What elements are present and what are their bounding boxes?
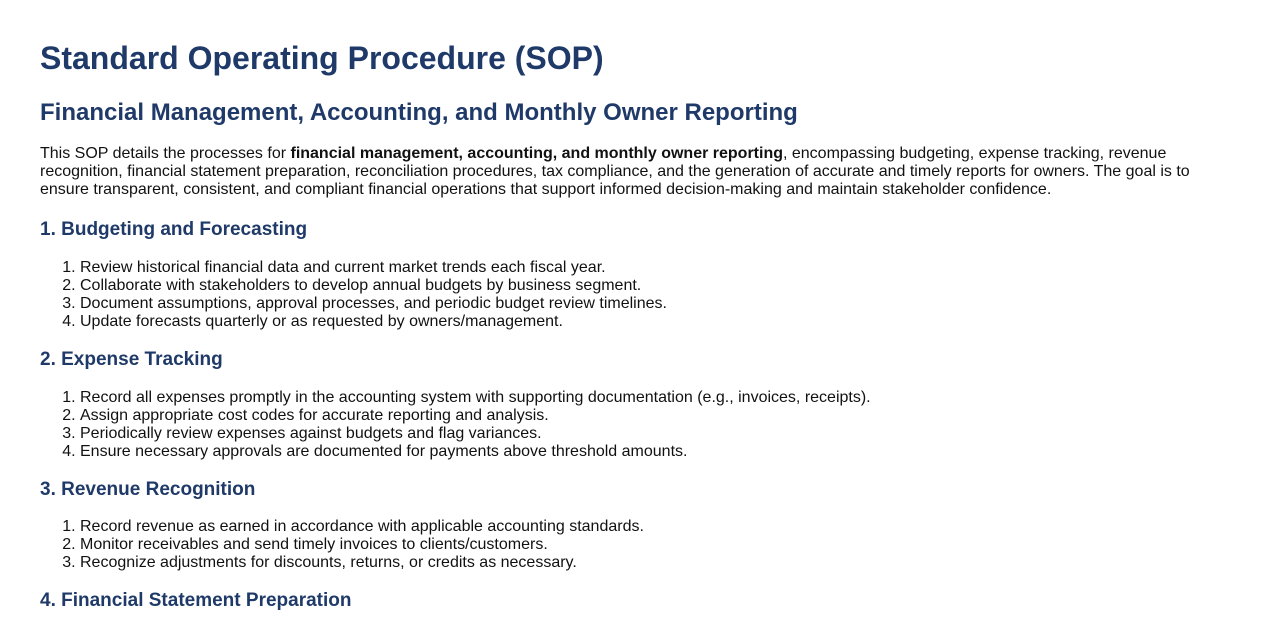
list-item: 3. Recognize adjustments for discounts, returns, or credits as necessary. <box>80 554 1223 572</box>
list-item: 4. Ensure necessary approvals are documented for payments above threshold amounts. <box>80 443 1223 461</box>
section-steps-expense-tracking <box>40 372 1223 461</box>
list-item: 2. Assign appropriate cost codes for accurate reporting and analysis. <box>80 407 1223 425</box>
list-item: 3. Periodically review expenses against budgets and flag variances. <box>80 425 1223 443</box>
intro-paragraph <box>40 128 1223 199</box>
section-heading-expense-tracking: 2. Expense Tracking <box>40 349 223 370</box>
list-item: 4. Update forecasts quarterly or as requested by owners/management. <box>80 313 1223 331</box>
section-heading-revenue-recognition: 3. Revenue Recognition <box>40 479 256 500</box>
list-item: 3. Document assumptions, approval processes, and periodic budget review timelines. <box>80 295 1223 313</box>
intro-text-bold: financial management, accounting, and monthly owner reporting <box>290 145 783 162</box>
page-title: Standard Operating Procedure (SOP) <box>40 40 604 76</box>
list-item: 2. Monitor receivables and send timely invoices to clients/customers. <box>80 536 1223 554</box>
section-heading-financial-statement-preparation: 4. Financial Statement Preparation <box>40 590 352 611</box>
section-steps-budgeting <box>40 242 1223 331</box>
page-subtitle: Financial Management, Accounting, and Monthly Owner Reporting <box>40 99 798 126</box>
section-steps-revenue-recognition <box>40 502 1223 572</box>
intro-text-after: , encompassing budgeting, expense tracking, revenue recognition, financial statement preparation, reconciliation procedures, tax compliance, and the generation of accurate and timely reports for owners. The goal is to ensure transparent, consistent, and compliant financial operations that support informed decision-making and maintain stakeholder confidence. <box>40 145 1190 198</box>
list-item: 1. Record all expenses promptly in the accounting system with supporting documentation (e.g., invoices, receipts). <box>80 389 1223 407</box>
section-heading-budgeting: 1. Budgeting and Forecasting <box>40 219 308 240</box>
intro-text-before: This SOP details the processes for <box>40 145 291 162</box>
list-item: 1. Review historical financial data and current market trends each fiscal year. <box>80 259 1223 277</box>
list-item: 2. Collaborate with stakeholders to develop annual budgets by business segment. <box>80 277 1223 295</box>
list-item: 1. Record revenue as earned in accordance with applicable accounting standards. <box>80 518 1223 536</box>
